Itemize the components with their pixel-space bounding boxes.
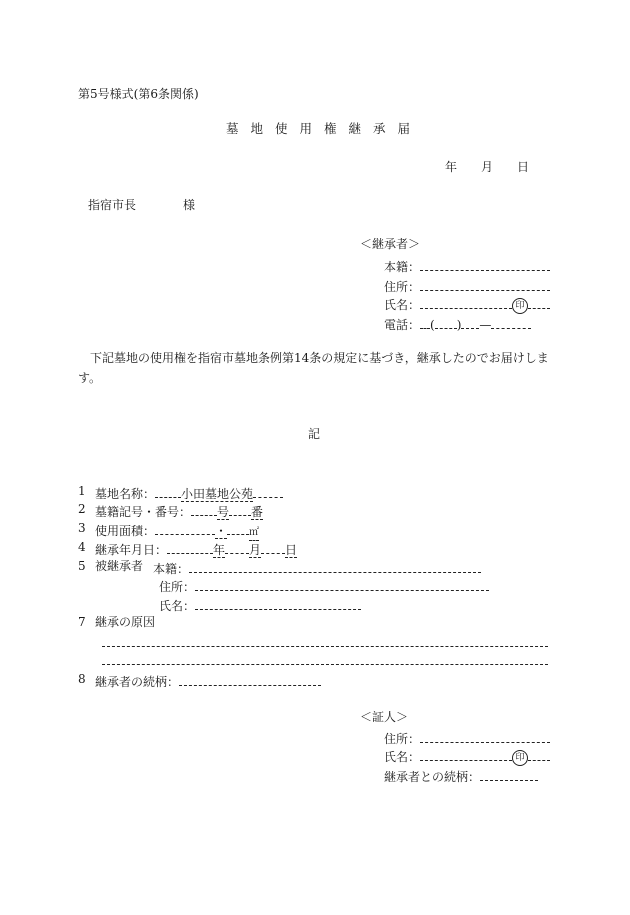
item5-name-label: 氏名： <box>159 599 196 613</box>
item4-label: 継承年月日： <box>95 543 168 557</box>
item3-row <box>95 521 259 541</box>
grave-symbol-field[interactable] <box>191 502 217 516</box>
item1-row <box>95 484 283 502</box>
item2-num: 2 <box>78 502 86 516</box>
successor-phone-row <box>384 315 531 332</box>
form-number: 第5号様式(第6条関係) <box>78 87 199 101</box>
item7-label: 継承の原因 <box>95 615 156 629</box>
item4-num: 4 <box>78 540 86 554</box>
item8-num: 8 <box>78 672 86 686</box>
successor-heading: ＜継承者＞ <box>360 237 421 251</box>
grave-number-field[interactable] <box>229 502 251 516</box>
item5-num: 5 <box>78 559 86 573</box>
item4-row <box>95 540 297 558</box>
phone-area-pre <box>420 315 430 329</box>
item8-label: 継承者の続柄： <box>95 675 180 689</box>
item4-month: 月 <box>249 543 262 557</box>
date-day: 日 <box>517 160 530 174</box>
item1-post <box>253 484 283 498</box>
item4-year: 年 <box>213 543 226 557</box>
witness-name-field-tail <box>528 747 550 761</box>
date-month: 月 <box>481 160 494 174</box>
witness-relation-row <box>384 767 538 784</box>
successor-name-row <box>384 295 550 314</box>
relationship-field[interactable] <box>179 672 321 686</box>
item5-honseki-label: 本籍： <box>153 562 190 576</box>
item1-num: 1 <box>78 484 86 498</box>
ki-label: 記 <box>308 427 321 441</box>
seal-icon: 印 <box>512 298 528 314</box>
successor-name-field[interactable] <box>420 295 512 309</box>
witness-address-field[interactable] <box>420 729 550 743</box>
predecessor-name-field[interactable] <box>195 596 361 610</box>
phone-tail-field[interactable] <box>491 315 531 329</box>
area-decimal-field[interactable] <box>227 521 249 535</box>
seal-icon: 印 <box>512 750 528 766</box>
reason-line-2[interactable] <box>102 664 548 665</box>
item4-day: 日 <box>285 543 298 557</box>
successor-honseki-label: 本籍： <box>384 260 421 274</box>
predecessor-honseki-field[interactable] <box>189 559 481 573</box>
witness-relation-field[interactable] <box>480 767 538 781</box>
item1-pre <box>155 484 181 498</box>
addressee-name: 指宿市長 <box>88 198 137 212</box>
addressee-honorific: 様 <box>183 198 196 212</box>
item3-unit: ㎡ <box>249 526 259 541</box>
item2-label: 墓籍記号・番号： <box>95 505 192 519</box>
phone-mid-field[interactable] <box>461 315 479 329</box>
witness-address-label: 住所： <box>384 732 421 746</box>
successor-honseki-field[interactable] <box>420 257 550 271</box>
successor-name-label: 氏名： <box>384 298 421 312</box>
body-text-line2: す。 <box>78 371 102 385</box>
cemetery-name-value[interactable]: 小田墓地公苑 <box>181 487 254 501</box>
item2-row <box>95 502 263 520</box>
succession-day-field[interactable] <box>261 540 285 554</box>
item5-address-label: 住所： <box>159 580 196 594</box>
witness-name-row <box>384 747 550 766</box>
item5-name-row <box>159 596 361 613</box>
succession-month-field[interactable] <box>225 540 249 554</box>
item5-honseki-row <box>153 559 481 576</box>
successor-phone-label: 電話： <box>384 318 421 332</box>
witness-address-row <box>384 729 550 746</box>
witness-name-field[interactable] <box>420 747 512 761</box>
item8-row <box>95 672 321 689</box>
successor-address-row <box>384 277 550 294</box>
item3-dot: ・ <box>215 524 228 538</box>
succession-year-field[interactable] <box>167 540 213 554</box>
page-title: 墓地使用権継承届 <box>226 121 423 136</box>
item5-label: 被継承者 <box>95 559 144 573</box>
successor-name-field-tail <box>528 295 550 309</box>
witness-relation-label: 継承者との続柄： <box>384 770 481 784</box>
item2-ban: 番 <box>251 505 264 519</box>
reason-line-1[interactable] <box>102 646 548 647</box>
successor-address-field[interactable] <box>420 277 550 291</box>
phone-paren-close: ) <box>456 318 462 332</box>
phone-area-field[interactable] <box>435 315 457 329</box>
item7-num: 7 <box>78 615 86 629</box>
successor-honseki-row <box>384 257 550 274</box>
area-integer-field[interactable] <box>155 521 215 535</box>
witness-name-label: 氏名： <box>384 750 421 764</box>
date-year: 年 <box>445 160 458 174</box>
predecessor-address-field[interactable] <box>195 577 489 591</box>
witness-heading: ＜証人＞ <box>360 710 409 724</box>
item2-go: 号 <box>217 505 230 519</box>
phone-paren-open: ( <box>430 318 435 332</box>
phone-dash: — <box>479 318 492 332</box>
item1-label: 墓地名称： <box>95 487 156 501</box>
item3-num: 3 <box>78 521 86 535</box>
item3-label: 使用面積： <box>95 524 156 538</box>
successor-address-label: 住所： <box>384 280 421 294</box>
item5-address-row <box>159 577 489 594</box>
body-text-line1: 下記墓地の使用権を指宿市墓地条例第14条の規定に基づき，継承したのでお届けしま <box>90 351 549 365</box>
